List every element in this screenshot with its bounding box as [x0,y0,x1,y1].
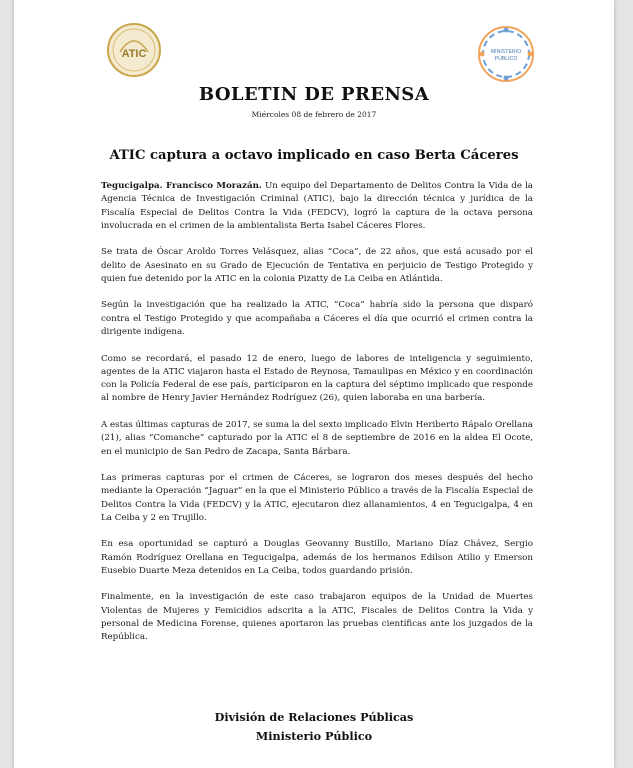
atic-logo [106,22,162,78]
paragraph-3: Según la investigación que ha realizado la ATIC, “Coca” habría sido la persona que disparó contra el Testigo Protegido y que acompañaba a Cáceres el día que ocurrió el crimen contra la dirigente indígena. [101,300,533,338]
document-page [14,0,614,768]
paragraph-8: Finalmente, en la investigación de este caso trabajaron equipos de la Unidad de Muertes Violentas de Mujeres y Femicidios adscrita a la ATIC, Fiscales de Delitos Contra la Vida y personal de Medicina Forense, quienes aportaron las pruebas científicas ante los juzgados de la República. [101,592,533,643]
signature-institution: Ministerio Público [255,729,373,743]
signature-division: División de Relaciones Públicas [214,710,414,724]
bulletin-title: BOLETIN DE PRENSA [198,84,430,105]
bulletin-date: Miércoles 08 de febrero de 2017 [251,110,377,119]
paragraph-1-text: Un equipo del Departamento de Delitos Contra la Vida de la Agencia Técnica de Investigación Criminal (ATIC), bajo la dirección técnica y jurídica de la Fiscalía Especial de Delitos Contra la Vida (FEDCV), logró la captura de la octava persona involucrada en el crimen de la ambientalista Berta Isabel Cáceres Flores. [101,181,533,231]
paragraph-7: En esa oportunidad se capturó a Douglas Geovanny Bustillo, Mariano Díaz Chávez, Sergio Ramón Rodríguez Orellana en Tegucigalpa, además de los hermanos Edilson Atilio y Emerson Eusebio Duarte Meza detenidos en La Ceiba, todos guardando prisión. [101,539,533,576]
signature-block [14,708,614,746]
mp-logo-text-2: PÚBLICO [494,56,518,62]
ministerio-publico-logo [476,24,536,84]
paragraph-4: Como se recordará, el pasado 12 de enero, luego de labores de inteligencia y seguimiento, agentes de la ATIC viajaron hasta el Estado de Reynosa, Tamaulipas en México y en coordinación con la Policía Federal de ese país, participaron en la captura del séptimo implicado que responde al nombre de Henry Javier Hernández Rodríguez (26), quien laboraba en una barbería. [101,353,533,404]
article-body [101,180,533,658]
paragraph-2: Se trata de Óscar Aroldo Torres Velásquez, alias “Coca”, de 22 años, que está acusado por el delito de Asesinato en su Grado de Ejecución de Tentativa en perjuicio de Testigo Protegido y quien fue detenido por la ATIC en la colonia Pizatty de La Ceiba en Atlántida. [101,247,533,284]
article-headline: ATIC captura a octavo implicado en caso Berta Cáceres [109,148,519,163]
dateline-location: Tegucigalpa. Francisco Morazán. [101,181,262,191]
paragraph-1 [101,180,533,233]
atic-logo-text: ATIC [121,48,147,60]
mp-logo-text-1: MINISTERIO [490,49,522,55]
paragraph-6: Las primeras capturas por el crimen de Cáceres, se lograron dos meses después del hecho mediante la Operación “Jaguar” en la que el Ministerio Público a través de la Fiscalía Especial de Delitos Contra la Vida (FEDCV) y la ATIC, ejecutaron diez allanamientos, 4 en Tegucigalpa, 4 en La Ceiba y 2 en Trujillo. [101,472,533,523]
paragraph-5: A estas últimas capturas de 2017, se suma la del sexto implicado Elvin Heriberto Rápalo Orellana (21), alias “Comanche” capturado por la ATIC el 8 de septiembre de 2016 en la aldea El Ocote, en el municipio de San Pedro de Zacapa, Santa Bárbara. [101,419,533,457]
